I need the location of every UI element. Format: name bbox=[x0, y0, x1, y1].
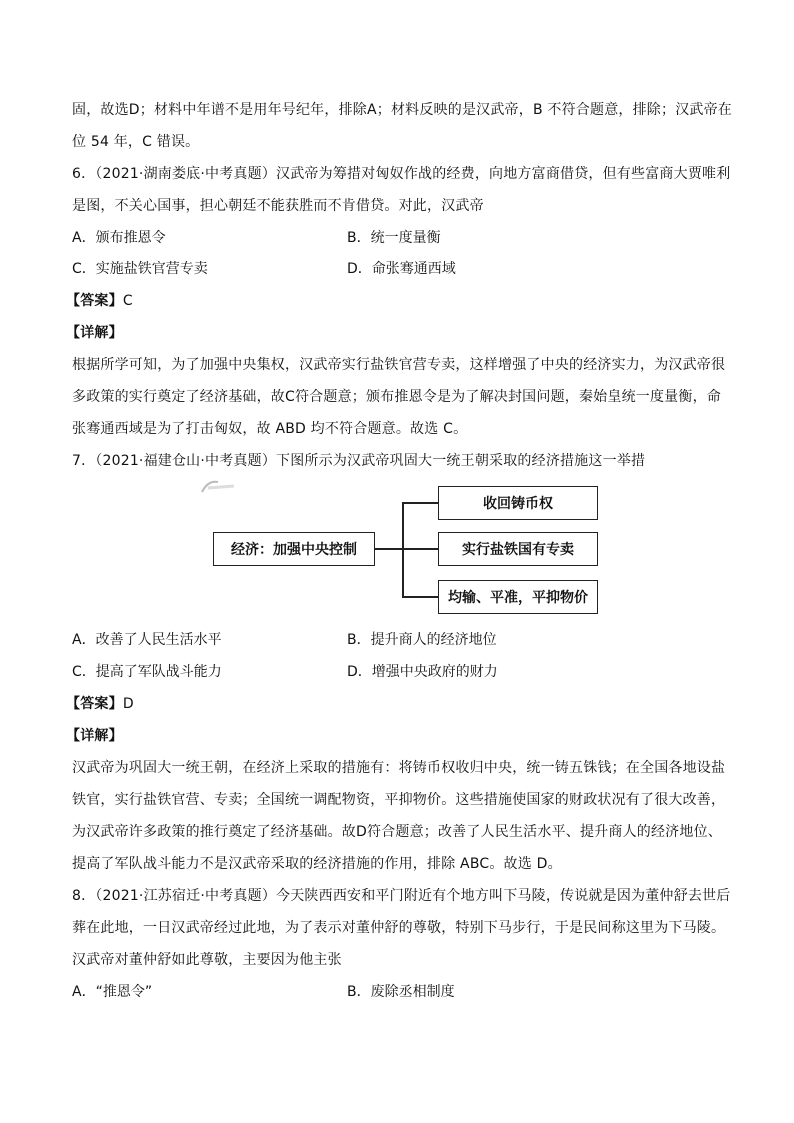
q6-option-c: C．实施盐铁官营专卖 bbox=[72, 261, 208, 277]
q6-detail: 根据所学可知，为了加强中央集权，汉武帝实行盐铁官营专卖，这样增强了中央的经济实力，为汉武帝很 bbox=[72, 357, 726, 373]
q6-detail: 张骞通西域是为了打击匈奴，故 ABD 均不符合题意。故选 C。 bbox=[72, 421, 468, 437]
q7-option-c: C．提高了军队战斗能力 bbox=[72, 664, 222, 680]
scan-mark bbox=[200, 478, 240, 494]
diagram-box-2: 实行盐铁国有专卖 bbox=[438, 532, 598, 566]
question-6-stem: 是图，不关心国事，担心朝廷不能获胜而不肯借贷。对此，汉武帝 bbox=[72, 198, 484, 214]
economy-diagram bbox=[200, 478, 610, 618]
answer-value: C bbox=[122, 293, 133, 309]
text-line: 固，故选D；材料中年谱不是用年号纪年，排除A；材料反映的是汉武帝，B 不符合题意，排除；汉武帝在 bbox=[72, 102, 733, 118]
connector bbox=[402, 548, 438, 550]
answer-tag: 【答案】 bbox=[66, 293, 123, 309]
question-8-stem: 8．（2021·江苏宿迁·中考真题）今天陕西西安和平门附近有个地方叫下马陵，传说就是因为董仲舒去世后 bbox=[72, 888, 731, 904]
question-6-stem: 6．（2021·湖南娄底·中考真题）汉武帝为筹措对匈奴作战的经费，向地方富商借贷，但有些富商大贾唯利 bbox=[72, 166, 731, 182]
q7-detail: 铁官，实行盐铁官营、专卖；全国统一调配物资，平抑物价。这些措施使国家的财政状况有了很大改善， bbox=[72, 792, 726, 808]
q6-detail-tag: 【详解】 bbox=[66, 325, 123, 341]
q7-answer bbox=[66, 694, 134, 714]
q7-option-b: B．提升商人的经济地位 bbox=[347, 632, 497, 648]
q6-option-a: A．颁布推恩令 bbox=[72, 230, 166, 246]
q6-answer bbox=[66, 291, 133, 311]
q8-option-b: B．废除丞相制度 bbox=[347, 984, 455, 1000]
q7-option-a: A．改善了人民生活水平 bbox=[72, 632, 222, 648]
q8-option-a: A．“推恩令” bbox=[72, 984, 153, 1000]
q7-detail: 为汉武帝许多政策的推行奠定了经济基础。故D符合题意；改善了人民生活水平、提升商人的经济地位、 bbox=[72, 824, 722, 840]
question-7-stem: 7．（2021·福建仓山·中考真题）下图所示为汉武帝巩固大一统王朝采取的经济措施这一举措 bbox=[72, 453, 646, 469]
answer-tag: 【答案】 bbox=[66, 696, 123, 712]
q7-option-d: D．增强中央政府的财力 bbox=[347, 664, 498, 680]
diagram-box-3: 均输、平准，平抑物价 bbox=[438, 580, 598, 614]
diagram-main-box: 经济：加强中央控制 bbox=[213, 532, 375, 566]
q7-detail: 提高了军队战斗能力不是汉武帝采取的经济措施的作用，排除 ABC。故选 D。 bbox=[72, 856, 562, 872]
q7-detail: 汉武帝为巩固大一统王朝，在经济上采取的措施有：将铸币权收归中央，统一铸五铢钱；在全国各地设盐 bbox=[72, 760, 726, 776]
connector bbox=[402, 596, 438, 598]
text-line: 位 54 年，C 错误。 bbox=[72, 134, 200, 150]
q7-detail-tag: 【详解】 bbox=[66, 728, 123, 744]
diagram-box-1: 收回铸币权 bbox=[438, 486, 598, 520]
connector bbox=[402, 502, 438, 504]
q6-option-b: B．统一度量衡 bbox=[347, 230, 441, 246]
answer-value: D bbox=[122, 696, 134, 712]
q6-option-d: D．命张骞通西域 bbox=[347, 261, 456, 277]
question-8-stem: 葬在此地，一日汉武帝经过此地，为了表示对董仲舒的尊敬，特别下马步行，于是民间称这里为下马陵。 bbox=[72, 920, 726, 936]
question-8-stem: 汉武帝对董仲舒如此尊敬，主要因为他主张 bbox=[72, 952, 342, 968]
q6-detail: 多政策的实行奠定了经济基础，故C符合题意；颁布推恩令是为了解决封国问题，秦始皇统一度量衡，命 bbox=[72, 389, 721, 405]
connector bbox=[375, 548, 403, 550]
